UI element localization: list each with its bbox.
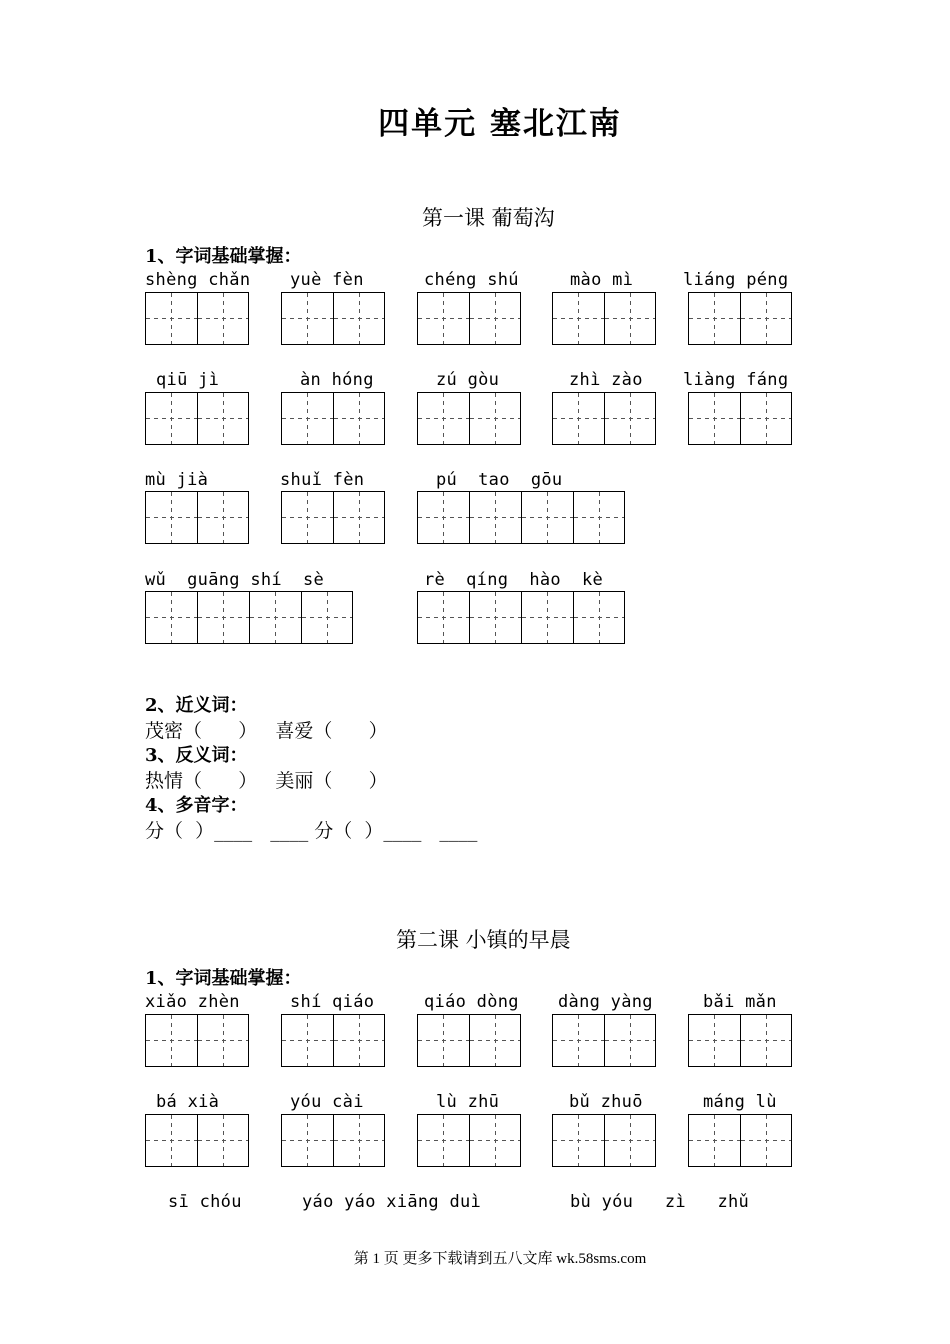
grid-cell[interactable] [604, 292, 656, 345]
grid-cell[interactable] [417, 1114, 469, 1167]
page-footer: 第 1 页 更多下载请到五八文库 wk.58sms.com [353, 1251, 647, 1267]
writing-grid[interactable] [417, 1014, 521, 1067]
writing-grid[interactable] [688, 1014, 792, 1067]
pinyin-label: yóu cài [290, 1092, 364, 1112]
lesson2-section-words: 1、字词基础掌握： [145, 968, 302, 989]
lesson1-title: 第一课 葡萄沟 [422, 206, 555, 230]
grid-cell[interactable] [333, 292, 385, 345]
pinyin-label: bǎi mǎn [703, 992, 777, 1012]
grid-cell[interactable] [333, 392, 385, 445]
lesson2-title: 第二课 小镇的早晨 [396, 928, 571, 952]
grid-cell[interactable] [573, 591, 625, 644]
grid-cell[interactable] [333, 491, 385, 544]
writing-grid[interactable] [417, 1114, 521, 1167]
page-title: 四单元 塞北江南 [378, 106, 622, 142]
grid-cell[interactable] [469, 392, 521, 445]
pinyin-label: sī chóu [168, 1192, 242, 1212]
pinyin-label: liáng péng [683, 270, 789, 290]
writing-grid[interactable] [145, 591, 353, 644]
grid-cell[interactable] [740, 1114, 792, 1167]
grid-cell[interactable] [740, 392, 792, 445]
grid-cell[interactable] [281, 392, 333, 445]
pinyin-label: zú gòu [436, 370, 500, 390]
grid-cell[interactable] [469, 292, 521, 345]
grid-cell[interactable] [281, 1014, 333, 1067]
writing-grid[interactable] [417, 392, 521, 445]
grid-cell[interactable] [417, 491, 469, 544]
grid-cell[interactable] [604, 392, 656, 445]
pinyin-label: liàng fáng [683, 370, 789, 390]
synonyms-line: 茂密（ ） 喜爱（ ） [145, 720, 388, 742]
grid-cell[interactable] [145, 1114, 197, 1167]
writing-grid[interactable] [417, 491, 625, 544]
grid-cell[interactable] [740, 292, 792, 345]
grid-cell[interactable] [604, 1114, 656, 1167]
pinyin-label: wǔ guāng shí sè [145, 570, 325, 590]
grid-cell[interactable] [604, 1014, 656, 1067]
grid-cell[interactable] [469, 1114, 521, 1167]
writing-grid[interactable] [145, 1114, 249, 1167]
writing-grid[interactable] [281, 491, 385, 544]
grid-cell[interactable] [197, 591, 249, 644]
grid-cell[interactable] [145, 491, 197, 544]
writing-grid[interactable] [281, 392, 385, 445]
grid-cell[interactable] [333, 1114, 385, 1167]
grid-cell[interactable] [197, 292, 249, 345]
pinyin-label: máng lù [703, 1092, 777, 1112]
writing-grid[interactable] [688, 292, 792, 345]
writing-grid[interactable] [145, 392, 249, 445]
writing-grid[interactable] [552, 1014, 656, 1067]
grid-cell[interactable] [552, 392, 604, 445]
pinyin-label: zhì zào [569, 370, 643, 390]
grid-cell[interactable] [521, 591, 573, 644]
pinyin-label: bǔ zhuō [569, 1092, 643, 1112]
grid-cell[interactable] [688, 292, 740, 345]
grid-cell[interactable] [281, 292, 333, 345]
writing-grid[interactable] [688, 392, 792, 445]
writing-grid[interactable] [688, 1114, 792, 1167]
grid-cell[interactable] [573, 491, 625, 544]
pinyin-label: dàng yàng [558, 992, 653, 1012]
pinyin-label: qiáo dòng [424, 992, 519, 1012]
grid-cell[interactable] [552, 1114, 604, 1167]
grid-cell[interactable] [249, 591, 301, 644]
grid-cell[interactable] [417, 1014, 469, 1067]
pinyin-label: rè qíng hào kè [424, 570, 604, 590]
grid-cell[interactable] [469, 491, 521, 544]
grid-cell[interactable] [417, 392, 469, 445]
writing-grid[interactable] [281, 1114, 385, 1167]
pinyin-label: qiū jì [156, 370, 220, 390]
writing-grid[interactable] [552, 292, 656, 345]
grid-cell[interactable] [688, 1114, 740, 1167]
pinyin-label: shí qiáo [290, 992, 375, 1012]
grid-cell[interactable] [145, 392, 197, 445]
grid-cell[interactable] [145, 292, 197, 345]
grid-cell[interactable] [301, 591, 353, 644]
writing-grid[interactable] [145, 292, 249, 345]
lesson1-section-polyphone: 4、多音字： [145, 795, 248, 816]
writing-grid[interactable] [552, 1114, 656, 1167]
grid-cell[interactable] [688, 392, 740, 445]
grid-cell[interactable] [145, 1014, 197, 1067]
grid-cell[interactable] [145, 591, 197, 644]
pinyin-label: bù yóu zì zhǔ [570, 1192, 750, 1212]
writing-grid[interactable] [281, 1014, 385, 1067]
pinyin-label: xiǎo zhèn [145, 992, 240, 1012]
writing-grid[interactable] [145, 491, 249, 544]
pinyin-label: yuè fèn [290, 270, 364, 290]
grid-cell[interactable] [197, 1114, 249, 1167]
lesson1-section-words: 1、字词基础掌握： [145, 246, 302, 267]
grid-cell[interactable] [552, 1014, 604, 1067]
grid-cell[interactable] [197, 1014, 249, 1067]
writing-grid[interactable] [145, 1014, 249, 1067]
writing-grid[interactable] [417, 591, 625, 644]
grid-cell[interactable] [333, 1014, 385, 1067]
grid-cell[interactable] [417, 591, 469, 644]
grid-cell[interactable] [688, 1014, 740, 1067]
antonyms-line: 热情（ ） 美丽（ ） [145, 770, 388, 792]
pinyin-label: yáo yáo xiāng duì [302, 1192, 482, 1212]
grid-cell[interactable] [417, 292, 469, 345]
pinyin-label: àn hóng [300, 370, 374, 390]
writing-grid[interactable] [552, 392, 656, 445]
pinyin-label: mù jià [145, 470, 209, 490]
lesson1-section-antonyms: 3、反义词： [145, 745, 248, 766]
pinyin-label: mào mì [570, 270, 634, 290]
grid-cell[interactable] [197, 392, 249, 445]
grid-cell[interactable] [552, 292, 604, 345]
pinyin-label: shèng chǎn [145, 270, 251, 290]
grid-cell[interactable] [281, 491, 333, 544]
pinyin-label: pú tao gōu [436, 470, 563, 490]
pinyin-label: shuǐ fèn [280, 470, 365, 490]
grid-cell[interactable] [469, 1014, 521, 1067]
grid-cell[interactable] [197, 491, 249, 544]
writing-grid[interactable] [417, 292, 521, 345]
writing-grid[interactable] [281, 292, 385, 345]
grid-cell[interactable] [521, 491, 573, 544]
grid-cell[interactable] [740, 1014, 792, 1067]
lesson1-section-synonyms: 2、近义词： [145, 695, 248, 716]
pinyin-label: chéng shú [424, 270, 519, 290]
pinyin-label: lù zhū [436, 1092, 500, 1112]
grid-cell[interactable] [281, 1114, 333, 1167]
polyphone-line: 分（ ）____ ____ 分（ ）____ ____ [145, 820, 478, 842]
pinyin-label: bá xià [156, 1092, 220, 1112]
grid-cell[interactable] [469, 591, 521, 644]
